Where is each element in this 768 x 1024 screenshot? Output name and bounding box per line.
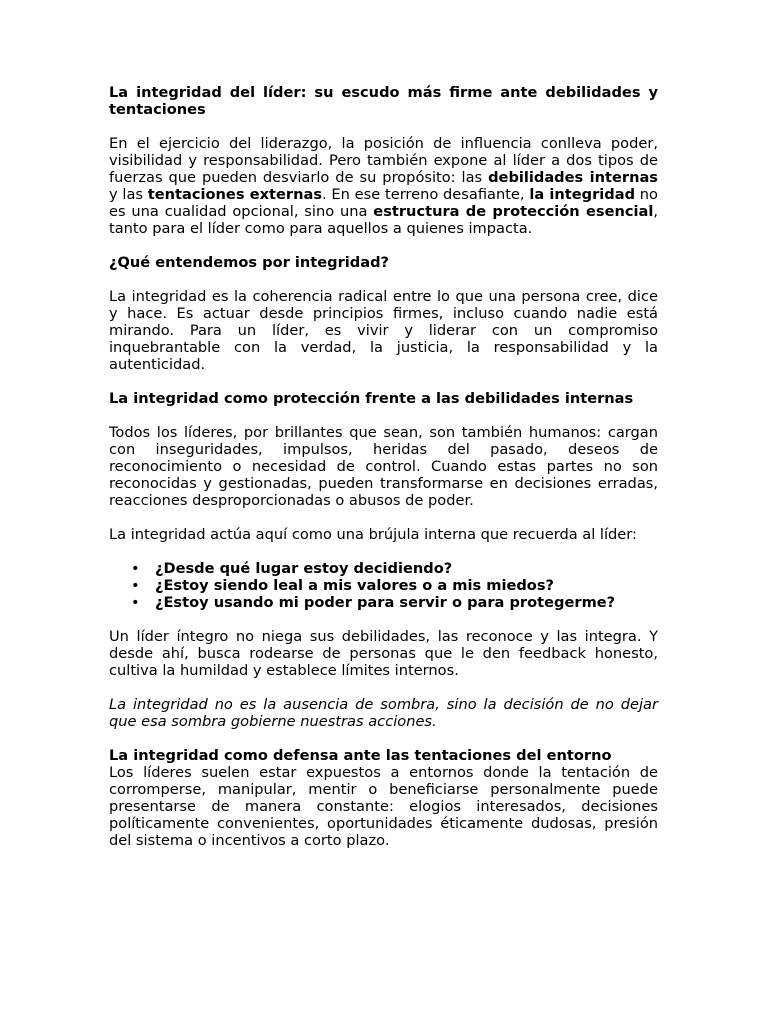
bullet-icon: •	[131, 577, 140, 594]
intro-text-5: , tanto para el líder como para aquellos a quienes impacta.	[109, 203, 659, 237]
intro-text-4: no es una cualidad opcional, sino una	[109, 186, 658, 220]
list-item	[131, 577, 658, 594]
intro-text-3: . En ese terreno desafiante,	[322, 186, 530, 203]
section1-paragraph: La integridad es la coherencia radical entre lo que una persona cree, dice y hace. Es actuar desde principios firmes, incluso cuando nadie está mirando. Para un líder, es vivir y liderar con un compromiso inquebrantable con la verdad, la justicia, la responsabilidad y la autenticidad.	[109, 288, 658, 373]
intro-text-1: En el ejercicio del liderazgo, la posición de influencia conlleva poder, visibilidad y responsabilidad. Pero también expone al líder a dos tipos de fuerzas que pueden desviarlo de su propósito: las	[109, 135, 658, 186]
section2-heading: La integridad como protección frente a las debilidades internas	[109, 390, 634, 407]
section2-paragraph-2: La integridad actúa aquí como una brújula interna que recuerda al líder:	[109, 526, 637, 543]
bullet-icon: •	[131, 594, 140, 611]
section2-paragraph-3: Un líder íntegro no niega sus debilidades, las reconoce y las integra. Y desde ahí, busca rodearse de personas que le den feedback honesto, cultiva la humildad y establece límites internos.	[109, 628, 658, 679]
list-item	[131, 560, 658, 577]
bullet-icon: •	[131, 560, 140, 577]
section2-paragraph-1: Todos los líderes, por brillantes que sean, son también humanos: cargan con inseguridades, impulsos, heridas del pasado, deseos de reconocimiento o necesidad de control. Cuando estas partes no son reconocidas y gestionadas, pueden transformarse en decisiones erradas, reacciones desproporcionadas o abusos de poder.	[109, 424, 658, 509]
document-title: La integridad del líder: su escudo más firme ante debilidades y tentaciones	[109, 84, 658, 118]
intro-bold-integrity: la integridad	[529, 186, 636, 203]
list-item-text: ¿Estoy usando mi poder para servir o para protegerme?	[155, 594, 616, 611]
intro-bold-internal-weaknesses: debilidades internas	[488, 169, 658, 186]
section3-paragraph: Los líderes suelen estar expuestos a entornos donde la tentación de corromperse, manipular, mentir o beneficiarse personalmente puede presentarse de manera constante: elogios interesados, decisiones políticamente convenientes, oportunidades éticamente dudosas, presión del sistema o incentivos a corto plazo.	[109, 764, 658, 849]
section1-heading: ¿Qué entendemos por integridad?	[109, 254, 390, 271]
list-item-text: ¿Desde qué lugar estoy decidiendo?	[155, 560, 453, 577]
intro-text-2: y las	[109, 186, 148, 203]
section3-heading: La integridad como defensa ante las tentaciones del entorno	[109, 747, 612, 764]
section2-quote: La integridad no es la ausencia de sombra, sino la decisión de no dejar que esa sombra gobierne nuestras acciones.	[109, 696, 658, 730]
intro-bold-external-temptations: tentaciones externas	[147, 186, 323, 203]
intro-bold-protection-structure: estructura de protección esencial	[373, 203, 654, 220]
question-list	[109, 560, 658, 611]
list-item-text: ¿Estoy siendo leal a mis valores o a mis miedos?	[155, 577, 554, 594]
list-item	[131, 594, 658, 611]
intro-paragraph	[109, 135, 658, 237]
document-page	[109, 84, 658, 866]
